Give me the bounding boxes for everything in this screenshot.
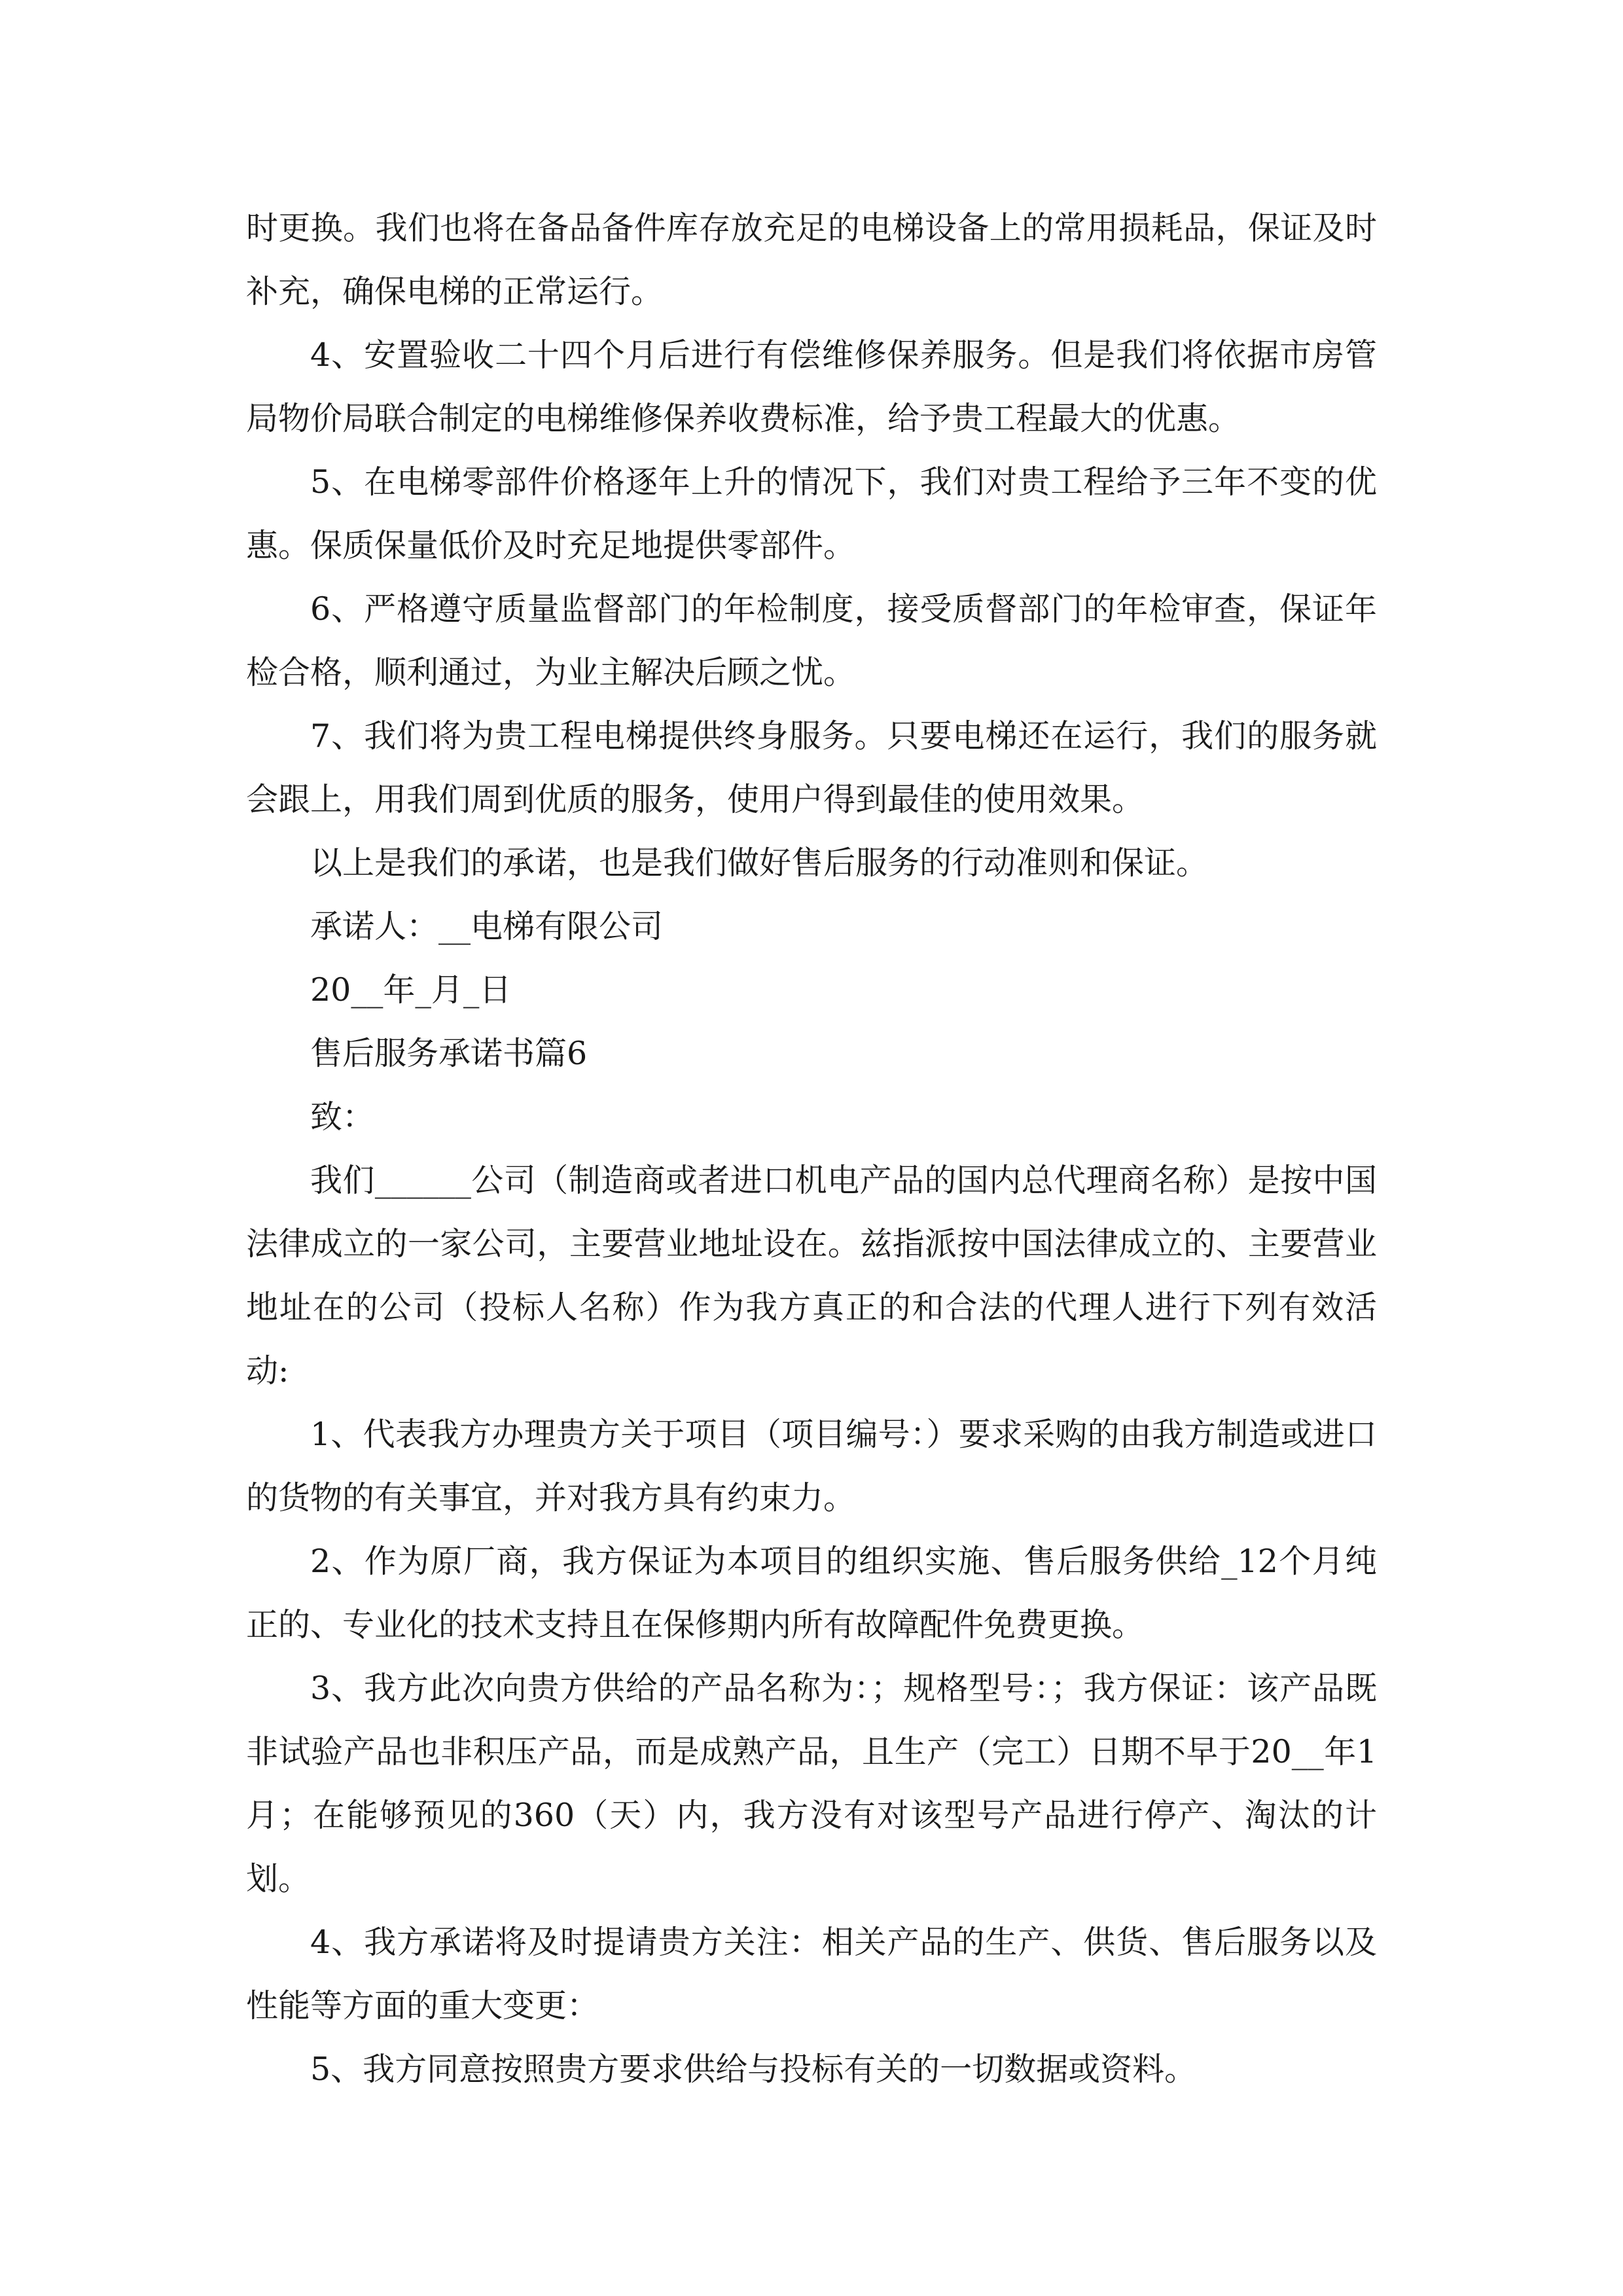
paragraph-clause-1: 1、代表我方办理贵方关于项目（项目编号：）要求采购的由我方制造或进口的货物的有关事宜，并对我方具有约束力。 (246, 1416, 1377, 1516)
paragraph-item-5: 5、在电梯零部件价格逐年上升的情况下，我们对贵工程给予三年不变的优惠。保质保量低价及时充足地提供零部件。 (246, 463, 1377, 564)
paragraph-clause-5: 5、我方同意按照贵方要求供给与投标有关的一切数据或资料。 (310, 2051, 1197, 2088)
signatory-line: 承诺人：__电梯有限公司 (310, 908, 664, 945)
paragraph-clause-2: 2、作为原厂商，我方保证为本项目的组织实施、售后服务供给_12个月纯正的、专业化的技术支持且在保修期内所有故障配件免费更换。 (246, 1543, 1377, 1643)
section-title: 售后服务承诺书篇6 (310, 1035, 588, 1072)
paragraph-item-6: 6、严格遵守质量监督部门的年检制度，接受质督部门的年检审查，保证年检合格，顺利通过，为业主解决后顾之忧。 (246, 590, 1377, 691)
salutation: 致： (310, 1098, 375, 1136)
paragraph-continuation: 时更换。我们也将在备品备件库存放充足的电梯设备上的常用损耗品，保证及时补充，确保电梯的正常运行。 (246, 209, 1377, 310)
paragraph-clause-3: 3、我方此次向贵方供给的产品名称为：；规格型号：；我方保证：该产品既非试验产品也非积压产品，而是成熟产品，且生产（完工）日期不早于20__年1月；在能够预见的360（天）内，我方没有对该型号产品进行停产、淘汰的计划。 (246, 1670, 1377, 1897)
paragraph-clause-4: 4、我方承诺将及时提请贵方关注：相关产品的生产、供货、售后服务以及性能等方面的重大变更： (246, 1924, 1377, 2024)
paragraph-authorization: 我们______公司（制造商或者进口机电产品的国内总代理商名称）是按中国法律成立的一家公司，主要营业地址设在。兹指派按中国法律成立的、主要营业地址在的公司（投标人名称）作为我方真正的和合法的代理人进行下列有效活动: (246, 1162, 1377, 1390)
date-line: 20__年_月_日 (310, 971, 512, 1009)
paragraph-item-7: 7、我们将为贵工程电梯提供终身服务。只要电梯还在运行，我们的服务就会跟上，用我们周到优质的服务，使用户得到最佳的使用效果。 (246, 717, 1377, 818)
paragraph-summary: 以上是我们的承诺，也是我们做好售后服务的行动准则和保证。 (310, 844, 1209, 882)
paragraph-item-4: 4、安置验收二十四个月后进行有偿维修保养服务。但是我们将依据市房管局物价局联合制定的电梯维修保养收费标准，给予贵工程最大的优惠。 (246, 336, 1377, 437)
document-body (246, 196, 1377, 2101)
